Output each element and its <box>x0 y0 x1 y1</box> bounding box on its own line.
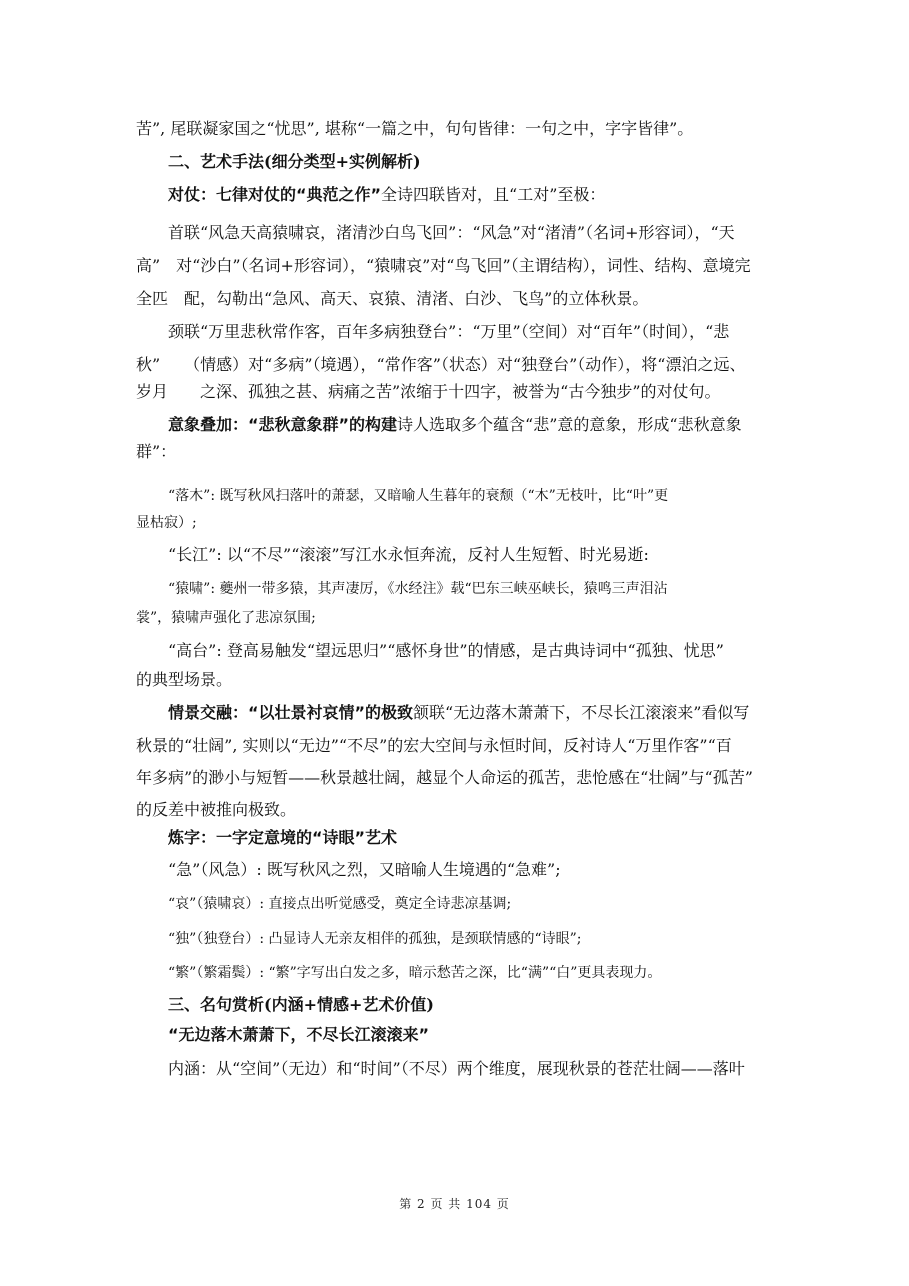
list-item: “繁”（繁霜鬓）: “繁”字写出白发之多，暗示愁苦之深，比“满”“白”更具表现力。 <box>168 965 662 981</box>
list-item: “长江”: 以“不尽”“滚滚”写江水永恒奔流，反衬人生短暂、时光易逝: <box>168 545 649 564</box>
subsection-label: 情景交融：“以壮景衬哀情”的极致 <box>168 703 414 722</box>
list-item-continuation: 的典型场景。 <box>136 670 233 689</box>
paragraph-text: 全诗四联皆对，且“工对”至极： <box>381 185 606 204</box>
paragraph-text: 颔联“无边落木萧萧下，不尽长江滚滚来”看似写 <box>413 703 750 722</box>
paragraph-line: 秋景的“壮阔”, 实则以“无边”“不尽”的宏大空间与永恒时间，反衬诗人“万里作客”“百 <box>136 736 732 755</box>
paragraph-line <box>168 184 808 206</box>
paragraph-line: 全匹 配，勾勒出“急风、高天、哀猿、清渚、白沙、飞鸟”的立体秋景。 <box>136 289 649 308</box>
paragraph-line: 的反差中被推向极致。 <box>136 800 297 819</box>
paragraph-line: 苦”, 尾联凝家国之“忧思”, 堪称“一篇之中，句句皆律：一句之中，字字皆律”。 <box>136 119 694 138</box>
paragraph-line: 首联“风急天高猿啸哀，渚清沙白鸟飞回”：“风急”对“渚清”（名词+形容词），“天 <box>168 223 735 242</box>
list-item: “高台”: 登高易触发“望远思归”“感怀身世”的情感，是古典诗词中“孤独、忧思” <box>168 641 724 660</box>
paragraph-line: 内涵：从“空间”（无边）和“时间”（不尽）两个维度，展现秋景的苍茫壮阔——落叶 <box>168 1059 745 1078</box>
subsection-label: 意象叠加：“悲秋意象群”的构建 <box>168 415 398 434</box>
list-item: “急”（风急）: 既写秋风之烈，又暗喻人生境遇的“急难”; <box>168 860 561 879</box>
section-heading-2: 二、艺术手法(细分类型+实例解析) <box>168 152 421 171</box>
paragraph-line: 群”： <box>136 442 177 461</box>
paragraph-line: 颈联“万里悲秋常作客，百年多病独登台”：“万里”（空间）对“百年”（时间），“悲 <box>168 322 730 341</box>
paragraph-line: 高” 对“沙白”（名词+形容词），“猿啸哀”对“鸟飞回”（主谓结构），词性、结构、意境完 <box>136 256 751 275</box>
paragraph-line <box>168 414 808 436</box>
list-item: “猿啸”: 夔州一带多猿，其声凄厉，《水经注》载“巴东三峡巫峡长，猿鸣三声泪沾 <box>168 581 668 597</box>
page-footer: 第 2 页 共 104 页 <box>399 1197 510 1211</box>
list-item-continuation: 裳”，猿啸声强化了悲凉氛围; <box>136 610 316 626</box>
paragraph-line: 年多病”的渺小与短暂——秋景越壮阔，越显个人命运的孤苦，悲怆感在“壮阔”与“孤苦” <box>136 768 753 787</box>
section-heading-3: 三、名句赏析(内涵+情感+艺术价值) <box>168 995 434 1014</box>
list-item: “落木”: 既写秋风扫落叶的萧瑟，又暗喻人生暮年的衰颓（“木”无枝叶，比“叶”更 <box>168 488 669 504</box>
paragraph-text: 诗人选取多个蕴含“悲”意的意象，形成“悲秋意象 <box>397 415 742 434</box>
list-item: “独”（独登台）: 凸显诗人无亲友相伴的孤独，是颈联情感的“诗眼”; <box>168 931 582 947</box>
subsection-label: 炼字：一字定意境的“诗眼”艺术 <box>168 828 398 847</box>
list-item-continuation: 显枯寂）; <box>136 515 197 531</box>
paragraph-line: 秋” （情感）对“多病”（境遇），“常作客”（状态）对“独登台”（动作），将“漂泊之远、 <box>136 355 746 374</box>
subsection-label: 对仗：七律对仗的“典范之作” <box>168 185 382 204</box>
paragraph-line: 岁月 之深、孤独之甚、病痛之苦”浓缩于十四字，被誉为“古今独步”的对仗句。 <box>136 382 721 401</box>
quote-heading: “无边落木萧萧下，不尽长江滚滚来” <box>168 1025 430 1044</box>
paragraph-line <box>168 702 808 724</box>
list-item: “哀”（猿啸哀）: 直接点出听觉感受，奠定全诗悲凉基调; <box>168 896 512 912</box>
